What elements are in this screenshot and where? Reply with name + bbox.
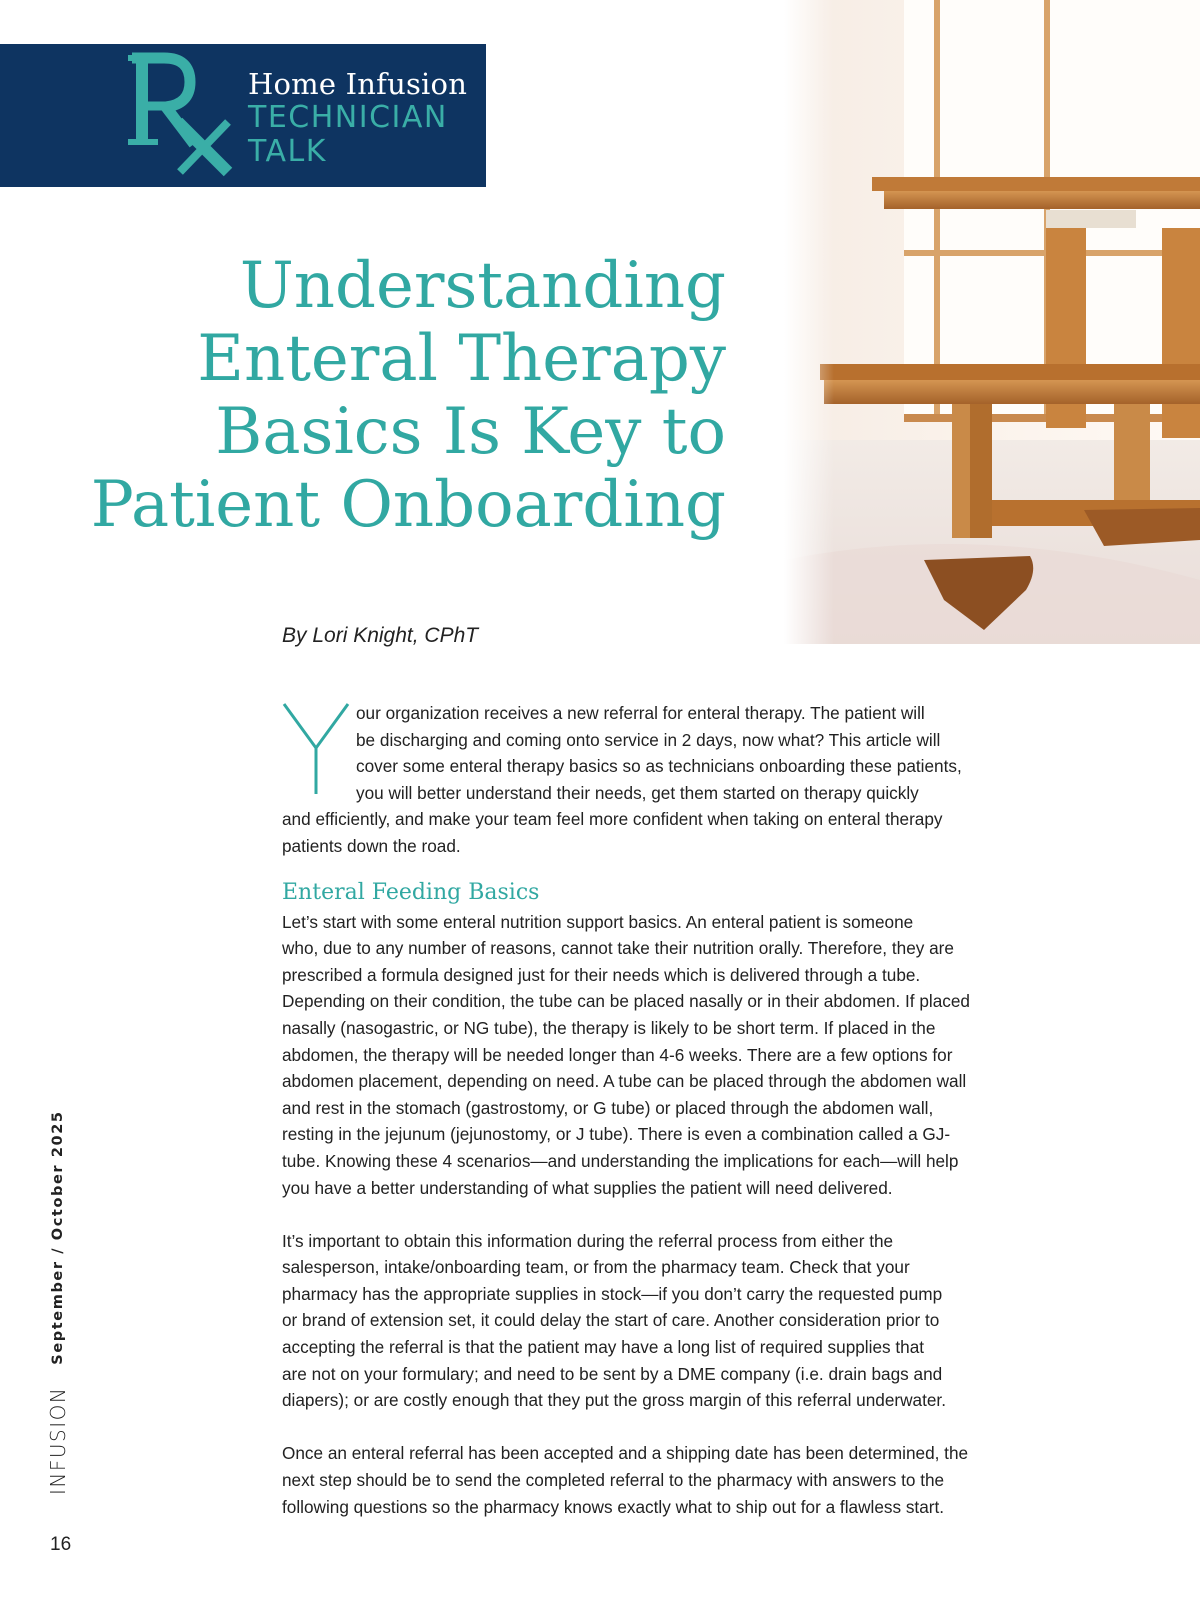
banner-line-home-infusion: Home Infusion bbox=[248, 67, 468, 101]
issue-sidebar bbox=[46, 1110, 70, 1495]
issue-date: September / October 2025 bbox=[50, 1110, 66, 1365]
intro-line: you will better understand their needs, get them started on therapy quickly bbox=[356, 782, 919, 803]
intro-line: and efficiently, and make your team feel more confident when taking on enteral therapy bbox=[282, 809, 943, 830]
body-line: who, due to any number of reasons, cannot take their nutrition orally. Therefore, they are bbox=[282, 938, 954, 959]
body-line: you have a better understanding of what supplies the patient will need delivered. bbox=[282, 1177, 893, 1198]
intro-paragraph bbox=[282, 700, 1012, 860]
intro-line: our organization receives a new referral for enteral therapy. The patient will bbox=[356, 703, 925, 723]
article-title bbox=[86, 250, 726, 542]
body-line: Depending on their condition, the tube can be placed nasally or in their abdomen. If placed bbox=[282, 991, 970, 1012]
article-body bbox=[282, 700, 1012, 1520]
body-line: pharmacy has the appropriate supplies in stock—if you don’t carry the requested pump bbox=[282, 1283, 943, 1304]
body-paragraph-3 bbox=[282, 1440, 1012, 1520]
body-line: accepting the referral is that the patient may have a long list of required supplies that bbox=[282, 1337, 925, 1358]
title-line: Enteral Therapy bbox=[197, 322, 726, 396]
title-line: Basics Is Key to bbox=[215, 395, 726, 469]
page-number: 16 bbox=[50, 1534, 72, 1555]
body-line: tube. Knowing these 4 scenarios—and understanding the implications for each—will help bbox=[282, 1150, 959, 1171]
body-line: resting in the jejunum (jejunostomy, or J tube). There is even a combination called a GJ- bbox=[282, 1124, 951, 1145]
byline: By Lori Knight, CPhT bbox=[282, 624, 479, 647]
intro-line: cover some enteral therapy basics so as technicians onboarding these patients, bbox=[356, 756, 962, 777]
banner-line-technician: TECHNICIAN bbox=[248, 100, 448, 135]
body-line: Once an enteral referral has been accepted and a shipping date has been determined, the bbox=[282, 1443, 969, 1464]
column-title bbox=[248, 67, 468, 169]
body-line: abdomen, the therapy will be needed longer than 4-6 weeks. There are a few options for bbox=[282, 1044, 953, 1065]
body-line: nasally (nasogastric, or NG tube), the therapy is likely to be short term. If placed in the bbox=[282, 1017, 936, 1038]
body-line: diapers); or are costly enough that they put the gross margin of this referral underwater. bbox=[282, 1390, 946, 1411]
body-line: abdomen placement, depending on need. A tube can be placed through the abdomen wall bbox=[282, 1071, 967, 1092]
body-line: It’s important to obtain this information during the referral process from either the bbox=[282, 1230, 894, 1251]
body-line: next step should be to send the completed referral to the pharmacy with answers to the bbox=[282, 1470, 945, 1491]
body-line: Let’s start with some enteral nutrition support basics. An enteral patient is someone bbox=[282, 911, 914, 932]
body-line: salesperson, intake/onboarding team, or from the pharmacy team. Check that your bbox=[282, 1257, 910, 1278]
dropcap-y-letter bbox=[280, 700, 352, 796]
body-line: are not on your formulary; and need to be sent by a DME company (i.e. drain bags and bbox=[282, 1363, 943, 1384]
intro-line: be discharging and coming onto service in 2 days, now what? This article will bbox=[356, 729, 941, 750]
body-line: and rest in the stomach (gastrostomy, or G tube) or placed through the abdomen wall, bbox=[282, 1097, 934, 1118]
body-line: following questions so the pharmacy knows exactly what to ship out for a flawless start. bbox=[282, 1496, 945, 1517]
dropcap bbox=[280, 700, 352, 796]
section-heading: Enteral Feeding Basics bbox=[282, 879, 540, 905]
intro-line: patients down the road. bbox=[282, 835, 461, 856]
body-line: prescribed a formula designed just for their needs which is delivered through a tube. bbox=[282, 964, 921, 985]
magazine-logo: INFUSION bbox=[46, 1386, 70, 1495]
title-line: Understanding bbox=[239, 249, 726, 323]
body-paragraph-2 bbox=[282, 1228, 1012, 1414]
title-line: Patient Onboarding bbox=[90, 468, 726, 542]
rx-symbol-icon bbox=[124, 52, 236, 178]
body-line: or brand of extension set, it could delay the start of care. Another consideration prior to bbox=[282, 1310, 940, 1331]
body-paragraph-1 bbox=[282, 909, 1012, 1202]
banner-line-talk: TALK bbox=[248, 134, 327, 169]
wooden-table-photo bbox=[784, 0, 1200, 644]
